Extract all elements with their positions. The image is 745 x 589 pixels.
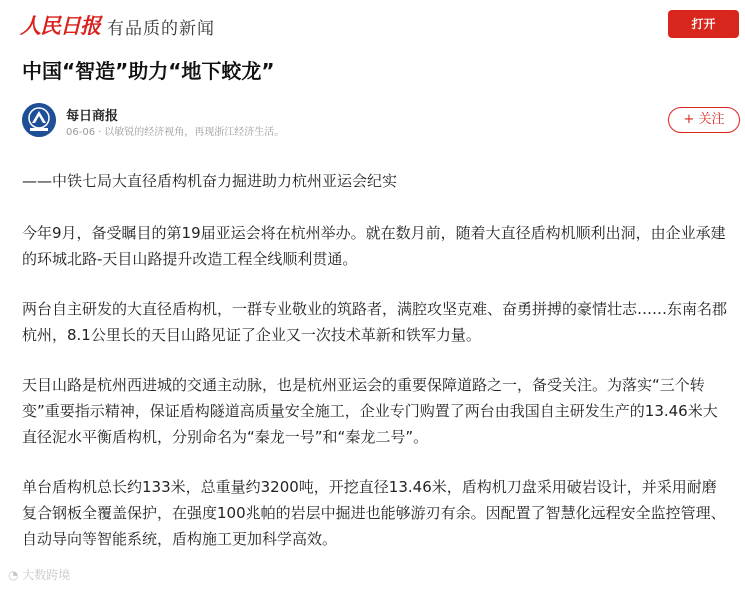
article-body <box>22 168 727 576</box>
author-bar <box>22 103 742 143</box>
author-meta: 06-06 · 以敏锐的经济视角，再现浙江经济生活。 <box>66 127 285 138</box>
article-paragraph: 今年9月，备受瞩目的第19届亚运会将在杭州举办。就在数月前，随着大直径盾构机顺利出洞，由企业承建的环城北路-天目山路提升改造工程全线顺利贯通。 <box>22 224 726 268</box>
article-subtitle: ——中铁七局大直径盾构机奋力掘进助力杭州亚运会纪实 <box>22 172 398 190</box>
article-paragraph: 单台盾构机总长约133米，总重量约3200吨，开挖直径13.46米，盾构机刀盘采用破岩设计，并采用耐磨复合钢板全覆盖保护，在强度100兆帕的岩层中掘进也能够游刃有余。因配置了智慧化远程安全监控管理、自动导向等智能系统，盾构施工更加科学高效。 <box>22 478 726 548</box>
author-avatar-icon[interactable] <box>22 103 56 137</box>
publish-date: 06-06 <box>66 127 96 138</box>
author-name[interactable]: 每日商报 <box>66 109 119 124</box>
article-paragraph: 两台自主研发的大直径盾构机，一群专业敬业的筑路者，满腔攻坚克难、奋勇拼搏的豪情壮志……东南名郡杭州，8.1公里长的天目山路见证了企业又一次技术革新和铁军力量。 <box>22 300 728 344</box>
app-logo[interactable]: 人民日报 <box>20 13 100 38</box>
follow-button[interactable]: + 关注 <box>668 107 740 133</box>
watermark-icon: ◔ <box>8 568 23 582</box>
article-paragraph: 天目山路是杭州西进城的交通主动脉，也是杭州亚运会的重要保障道路之一，备受关注。为落实“三个转变”重要指示精神，保证盾构隧道高质量安全施工，企业专门购置了两台由我国自主研发生产的13.46米大直径泥水平衡盾构机，分别命名为“秦龙一号”和“秦龙二号”。 <box>22 376 718 446</box>
top-bar <box>0 0 745 48</box>
watermark-text: 大数跨境 <box>22 568 71 582</box>
watermark <box>8 566 70 583</box>
app-slogan: 有品质的新闻 <box>107 19 215 39</box>
open-app-button[interactable]: 打开 <box>668 10 739 38</box>
author-description: 以敏锐的经济视角，再现浙江经济生活。 <box>104 127 285 138</box>
article-title: 中国“智造”助力“地下蛟龙” <box>22 59 275 83</box>
